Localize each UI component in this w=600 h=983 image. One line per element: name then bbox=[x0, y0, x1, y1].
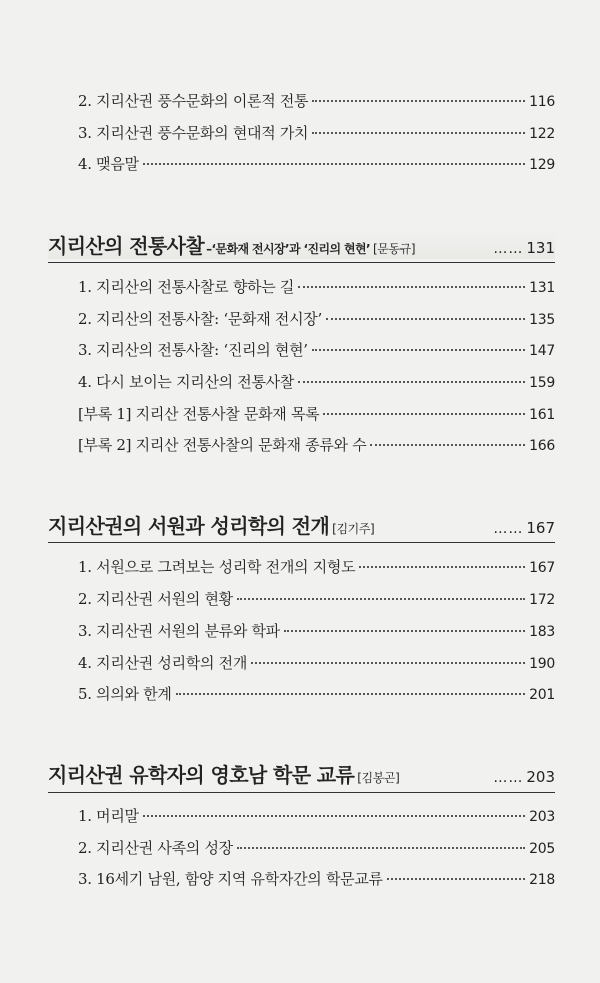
toc-entry[interactable] bbox=[78, 153, 555, 174]
section-dots: …… bbox=[493, 770, 524, 786]
toc-entry-label: 4. 지리산권 성리학의 전개 bbox=[78, 654, 248, 672]
section-author: [문동규] bbox=[373, 242, 416, 256]
toc-entry-label: 4. 다시 보이는 지리산의 전통사찰 bbox=[78, 373, 295, 391]
toc-entry-page: 201 bbox=[529, 687, 555, 703]
toc-entry-page: 172 bbox=[529, 592, 555, 608]
dot-leader bbox=[143, 815, 525, 817]
dot-leader bbox=[359, 566, 525, 568]
toc-entry[interactable] bbox=[78, 868, 555, 889]
toc-entry-page: 183 bbox=[529, 624, 555, 640]
toc-entry[interactable] bbox=[78, 837, 555, 858]
toc-entry-label: 3. 16세기 남원, 함양 지역 유학자간의 학문교류 bbox=[78, 870, 383, 888]
toc-entry-label: 2. 지리산권 풍수문화의 이론적 전통 bbox=[78, 92, 309, 110]
section-rule bbox=[48, 262, 555, 263]
dot-leader bbox=[387, 878, 525, 880]
toc-entry-page: 167 bbox=[529, 560, 555, 576]
toc-entry-label: 1. 서원으로 그려보는 성리학 전개의 지형도 bbox=[78, 558, 356, 576]
dot-leader bbox=[176, 693, 526, 695]
section-heading[interactable] bbox=[48, 230, 555, 259]
dot-leader bbox=[251, 662, 525, 664]
dot-leader bbox=[312, 132, 525, 134]
toc-entry-label: 1. 지리산의 전통사찰로 향하는 길 bbox=[78, 278, 295, 296]
toc-entry-page: 159 bbox=[529, 375, 555, 391]
dot-leader bbox=[284, 630, 525, 632]
dot-leader bbox=[237, 847, 525, 849]
toc-entry-label: 5. 의의와 한계 bbox=[78, 685, 172, 703]
toc-entry[interactable] bbox=[78, 403, 555, 424]
toc-entry-page: 205 bbox=[529, 841, 555, 857]
toc-entry[interactable] bbox=[78, 652, 555, 673]
toc-entry-page: 116 bbox=[529, 94, 555, 110]
dot-leader bbox=[312, 349, 525, 351]
toc-entry-page: 203 bbox=[529, 809, 555, 825]
toc-entry[interactable] bbox=[78, 556, 555, 577]
toc-entry-label: 2. 지리산의 전통사찰: ‘문화재 전시장’ bbox=[78, 310, 322, 328]
toc-entry[interactable] bbox=[78, 308, 555, 329]
toc-entry[interactable] bbox=[78, 276, 555, 297]
toc-entry-page: 166 bbox=[529, 438, 555, 454]
toc-entry[interactable] bbox=[78, 90, 555, 111]
toc-entry-page: 135 bbox=[529, 312, 555, 328]
toc-entry-label: 2. 지리산권 서원의 현황 bbox=[78, 590, 233, 608]
dot-leader bbox=[370, 444, 525, 446]
dot-leader bbox=[298, 286, 525, 288]
toc-entry-page: 218 bbox=[529, 872, 555, 888]
toc-entry-label: 3. 지리산권 서원의 분류와 학파 bbox=[78, 622, 280, 640]
toc-entry[interactable] bbox=[78, 371, 555, 392]
toc-entry[interactable] bbox=[78, 339, 555, 360]
toc-entry[interactable] bbox=[78, 122, 555, 143]
dot-leader bbox=[298, 381, 525, 383]
dot-leader bbox=[237, 598, 525, 600]
section-page: 203 bbox=[526, 768, 555, 786]
section-title: 지리산권의 서원과 성리학의 전개 bbox=[48, 514, 330, 538]
toc-entry-page: 131 bbox=[529, 280, 555, 296]
section-author: [김봉곤] bbox=[357, 771, 400, 785]
section-author: [김기주] bbox=[332, 522, 375, 536]
section-page: 167 bbox=[526, 519, 555, 537]
section-subtitle: –‘문화재 전시장’과 ‘진리의 현현’ bbox=[206, 242, 370, 256]
toc-entry[interactable] bbox=[78, 683, 555, 704]
toc-entry-page: 147 bbox=[529, 343, 555, 359]
toc-entry-label: 1. 머리말 bbox=[78, 807, 139, 825]
section-heading[interactable] bbox=[48, 759, 555, 788]
dot-leader bbox=[312, 100, 525, 102]
toc-entry-label: 4. 맺음말 bbox=[78, 155, 139, 173]
section-dots: …… bbox=[493, 241, 524, 257]
toc-entry-label: 2. 지리산권 사족의 성장 bbox=[78, 839, 233, 857]
toc-entry-page: 129 bbox=[529, 157, 555, 173]
section-dots: …… bbox=[493, 521, 524, 537]
toc-entry-label: 3. 지리산의 전통사찰: ‘진리의 현현’ bbox=[78, 341, 308, 359]
toc-entry[interactable] bbox=[78, 588, 555, 609]
toc-entry[interactable] bbox=[78, 620, 555, 641]
toc-entry-label: [부록 2] 지리산 전통사찰의 문화재 종류와 수 bbox=[78, 436, 367, 454]
toc-entry-page: 122 bbox=[529, 126, 555, 142]
section-title: 지리산권 유학자의 영호남 학문 교류 bbox=[48, 763, 355, 787]
section-heading[interactable] bbox=[48, 510, 555, 539]
section-rule bbox=[48, 542, 555, 543]
dot-leader bbox=[143, 163, 525, 165]
toc-entry-label: [부록 1] 지리산 전통사찰 문화재 목록 bbox=[78, 405, 320, 423]
section-title: 지리산의 전통사찰 bbox=[48, 234, 205, 258]
toc-entry-page: 161 bbox=[529, 407, 555, 423]
dot-leader bbox=[326, 318, 525, 320]
dot-leader bbox=[323, 413, 525, 415]
section-rule bbox=[48, 792, 555, 793]
section-page: 131 bbox=[526, 239, 555, 257]
toc-entry-page: 190 bbox=[529, 656, 555, 672]
toc-entry[interactable] bbox=[78, 434, 555, 455]
toc-entry[interactable] bbox=[78, 805, 555, 826]
toc-entry-label: 3. 지리산권 풍수문화의 현대적 가치 bbox=[78, 124, 309, 142]
